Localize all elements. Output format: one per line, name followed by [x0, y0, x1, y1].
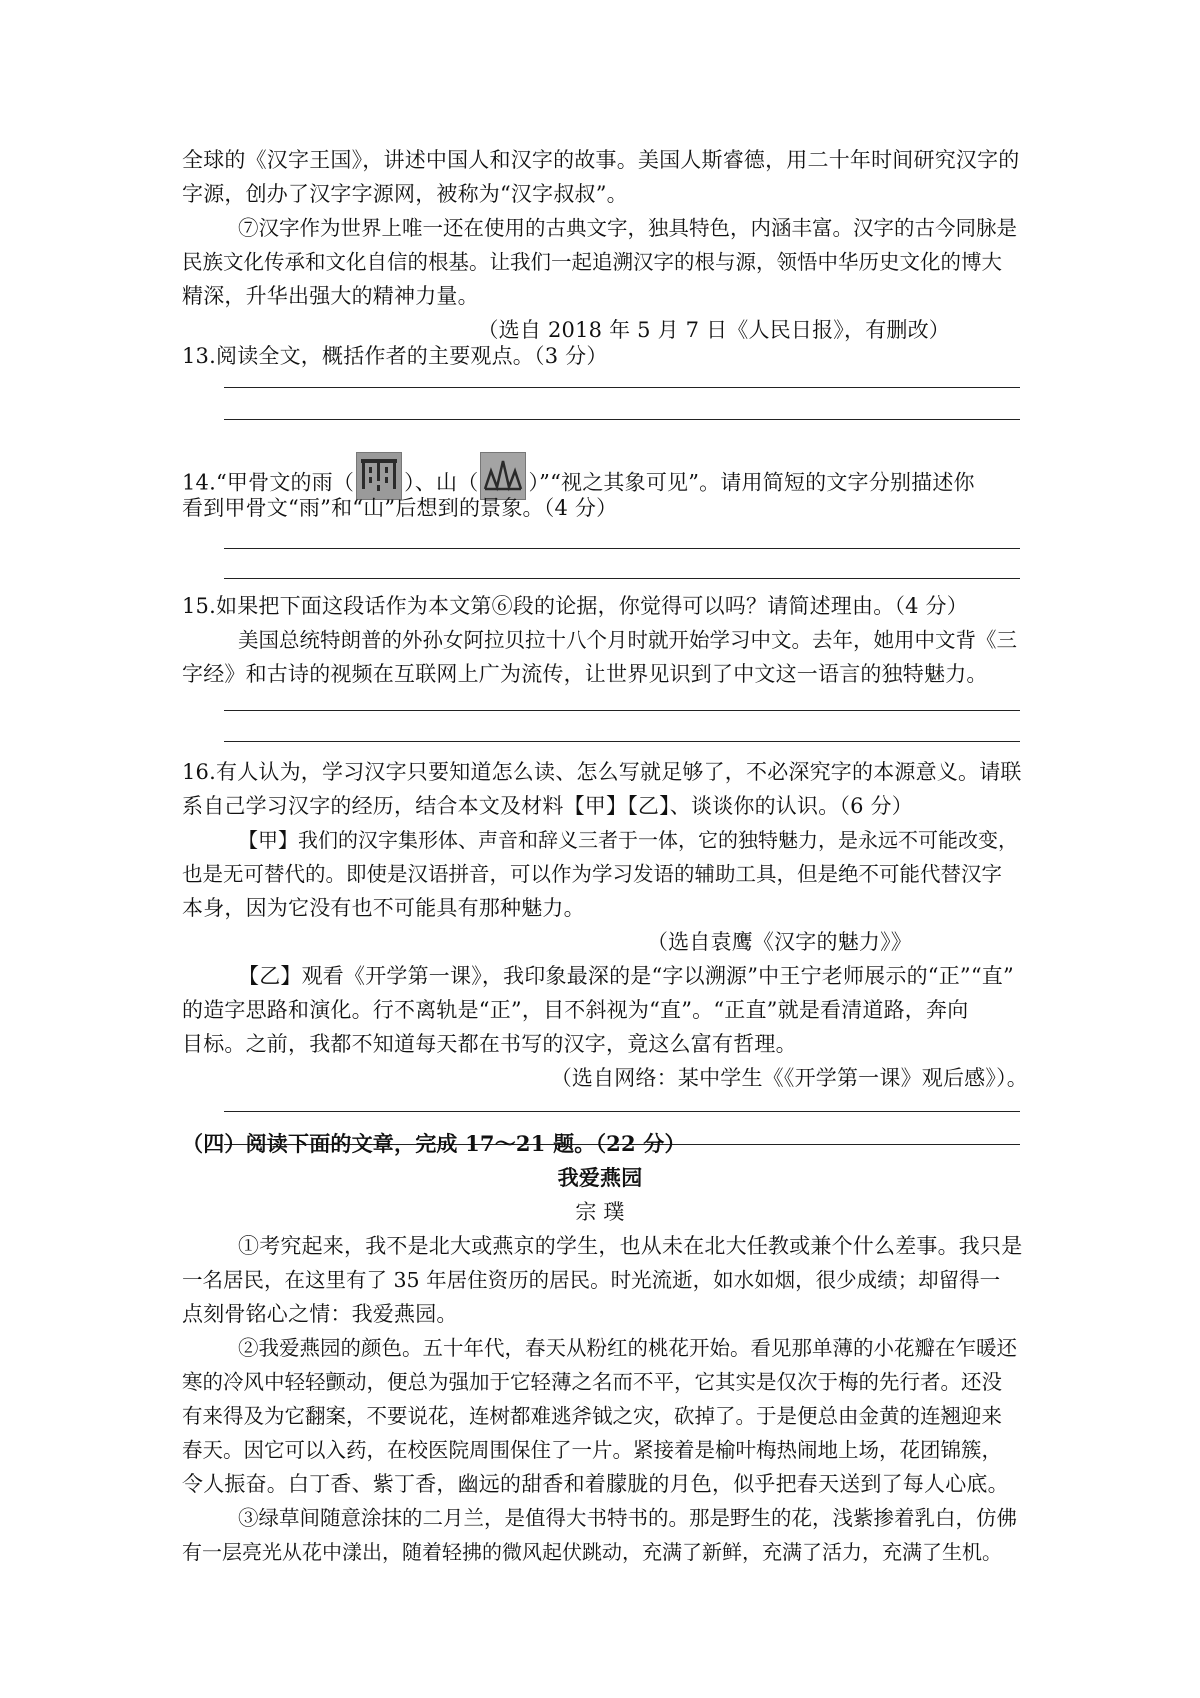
question-16-line: 系自己学习汉字的经历，结合本文及材料【甲】【乙】、谈谈你的认识。（6 分）	[182, 794, 913, 818]
answer-line[interactable]	[224, 387, 1020, 388]
passage-end-line: 全球的《汉字王国》，讲述中国人和汉字的故事。美国人斯睿德，用二十年时间研究汉字的	[182, 148, 1020, 172]
passage-source: （选自 2018 年 5 月 7 日《人民日报》，有删改）	[477, 318, 950, 342]
paragraph-7-line: 精深，升华出强大的精神力量。	[182, 284, 479, 308]
article-paragraph-3-line: ③绿草间随意涂抹的二月兰，是值得大书特书的。那是野生的花，浅紫掺着乳白，仿佛	[238, 1506, 1017, 1530]
article-paragraph-1-line: 点刻骨铭心之情：我爱燕园。	[182, 1302, 458, 1326]
question-14-prefix: 14.“甲骨文的雨（	[182, 470, 355, 495]
material-yi-line: 【乙】观看《开学第一课》，我印象最深的是“字以溯源”中王宁老师展示的“正”“直”	[238, 964, 1014, 988]
question-14-middle: ）、山（	[404, 470, 479, 495]
answer-line[interactable]	[224, 578, 1020, 579]
paragraph-7-line: ⑦汉字作为世界上唯一还在使用的古典文字，独具特色，内涵丰富。汉字的古今同脉是	[238, 216, 1017, 240]
article-paragraph-3-line: 有一层亮光从花中漾出，随着轻拂的微风起伏跳动，充满了新鲜，充满了活力，充满了生机。	[182, 1540, 1002, 1564]
answer-line[interactable]	[224, 548, 1020, 549]
material-yi-line: 目标。之前，我都不知道每天都在书写的汉字，竟这么富有哲理。	[182, 1032, 797, 1056]
paragraph-7-line: 民族文化传承和文化自信的根基。让我们一起追溯汉字的根与源，领悟中华历史文化的博大	[182, 250, 1002, 274]
question-13: 13.阅读全文，概括作者的主要观点。（3 分）	[182, 344, 608, 368]
material-jia-line: 也是无可替代的。即使是汉语拼音，可以作为学习发语的辅助工具，但是绝不可能代替汉字	[182, 862, 1002, 886]
material-yi-source: （选自网络：某中学生《《开学第一课》观后感》）。	[550, 1066, 1028, 1090]
answer-line[interactable]	[224, 419, 1020, 420]
section-4-heading: （四）阅读下面的文章，完成 17～21 题。（22 分）	[182, 1131, 686, 1156]
material-yi-line: 的造字思路和演化。行不离轨是“正”，目不斜视为“直”。“正直”就是看清道路，奔向	[182, 998, 969, 1022]
article-paragraph-2-line: 寒的冷风中轻轻颤动，便总为强加于它轻薄之名而不平，它其实是仅次于梅的先行者。还没	[182, 1370, 1002, 1394]
passage-end-line: 字源，创办了汉字字源网，被称为“汉字叔叔”。	[182, 182, 628, 206]
answer-line[interactable]	[224, 741, 1020, 742]
question-15-material-line: 美国总统特朗普的外孙女阿拉贝拉十八个月时就开始学习中文。去年，她用中文背《三	[238, 628, 1017, 652]
article-paragraph-1-line: 一名居民，在这里有了 35 年居住资历的居民。时光流逝，如水如烟，很少成绩；却留得一	[182, 1268, 1001, 1292]
material-jia-line: 【甲】我们的汉字集形体、声音和辞义三者于一体，它的独特魅力，是永远不可能改变，	[238, 828, 1018, 852]
article-author: 宗 璞	[575, 1200, 625, 1224]
material-jia-source: （选自袁鹰《汉字的魅力》》	[646, 930, 912, 954]
question-15: 15.如果把下面这段话作为本文第⑥段的论据，你觉得可以吗？请简述理由。（4 分）	[182, 594, 968, 618]
oracle-rain-icon	[356, 452, 402, 500]
article-paragraph-2-line: 有来得及为它翻案，不要说花，连树都难逃斧钺之灾，砍掉了。于是便总由金黄的连翘迎来	[182, 1404, 1002, 1428]
oracle-mountain-icon	[480, 452, 526, 500]
question-14-suffix: ）”“视之其象可见”。请用简短的文字分别描述你	[528, 470, 975, 495]
question-16-line: 16.有人认为，学习汉字只要知道怎么读、怎么写就足够了，不必深究字的本源意义。请联	[182, 760, 1022, 784]
article-paragraph-2-line: 春天。因它可以入药，在校医院周围保住了一片。紧接着是榆叶梅热闹地上场，花团锦簇，	[182, 1438, 1002, 1462]
article-title: 我爱燕园	[557, 1165, 643, 1190]
article-paragraph-2-line: ②我爱燕园的颜色。五十年代，春天从粉红的桃花开始。看见那单薄的小花瓣在乍暖还	[238, 1336, 1017, 1360]
article-paragraph-1-line: ①考究起来，我不是北大或燕京的学生，也从未在北大任教或兼个什么差事。我只是	[238, 1234, 1023, 1258]
answer-line[interactable]	[224, 710, 1020, 711]
question-15-material-line: 字经》和古诗的视频在互联网上广为流传，让世界见识到了中文这一语言的独特魅力。	[182, 662, 988, 686]
answer-line[interactable]	[224, 1111, 1020, 1112]
material-jia-line: 本身，因为它没有也不可能具有那种魅力。	[182, 896, 585, 920]
question-14-line-2: 看到甲骨文“雨”和“山”后想到的景象。（4 分）	[182, 496, 618, 520]
article-paragraph-2-line: 令人振奋。白丁香、紫丁香，幽远的甜香和着朦胧的月色，似乎把春天送到了每人心底。	[182, 1472, 1009, 1496]
